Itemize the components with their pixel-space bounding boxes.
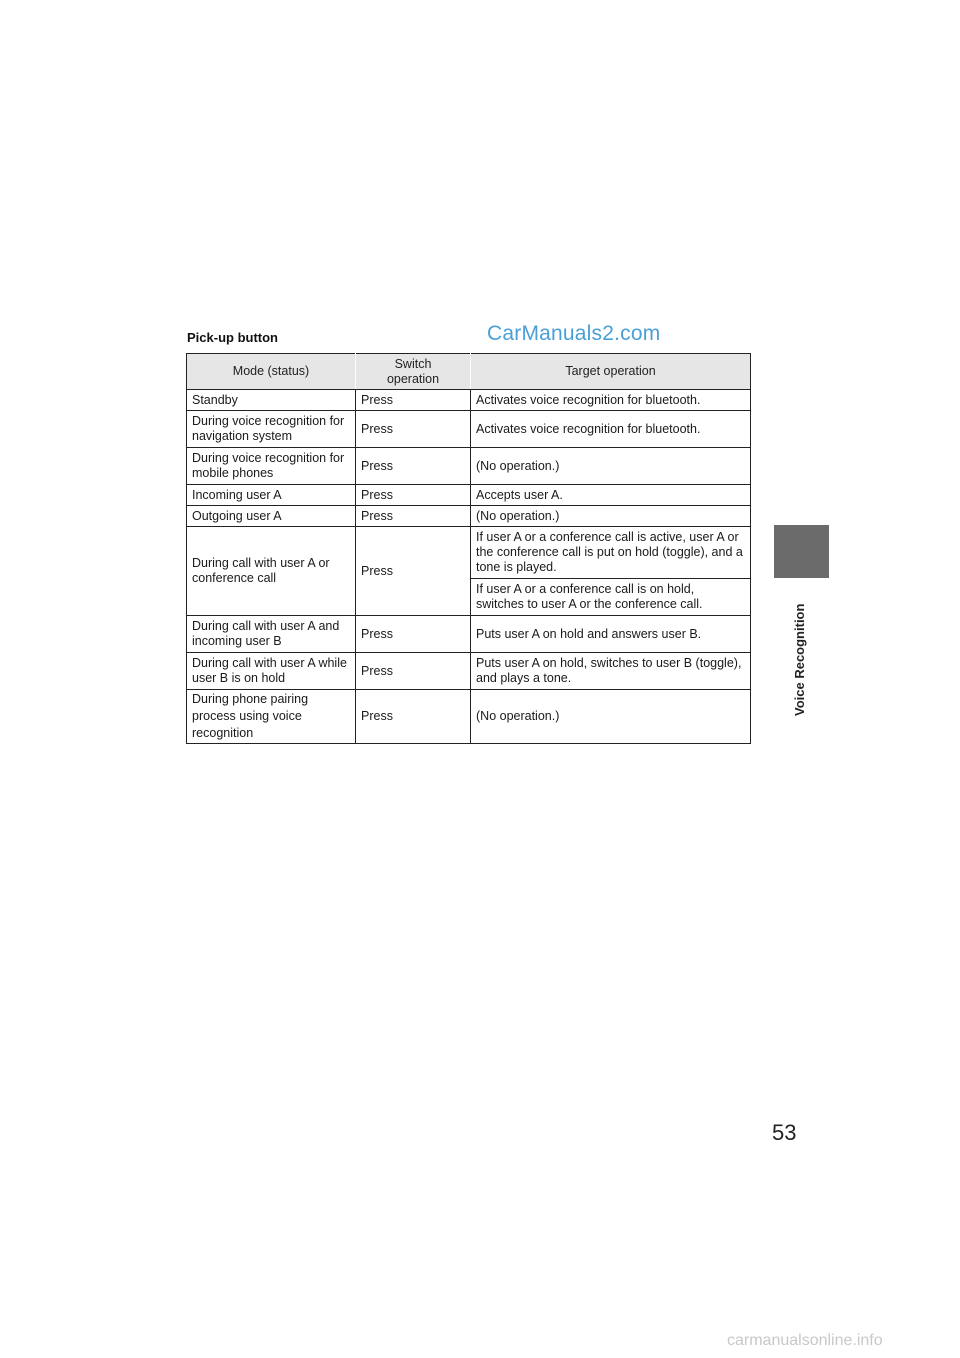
mode-cell: During call with user A while user B is on hold xyxy=(187,653,356,690)
chapter-side-label xyxy=(790,578,810,718)
header-switch-operation-text: Switch operation xyxy=(386,356,440,386)
table-row xyxy=(187,616,751,653)
switch-cell: Press xyxy=(356,448,471,485)
switch-cell: Press xyxy=(356,616,471,653)
mode-cell: During call with user A and incoming user B xyxy=(187,616,356,653)
target-cell: (No operation.) xyxy=(471,448,751,485)
chapter-side-label-text: Voice Recognition xyxy=(792,603,807,716)
table-row xyxy=(187,653,751,690)
switch-cell: Press xyxy=(356,653,471,690)
switch-cell: Press xyxy=(356,411,471,448)
watermark-logo: CarManuals2.com xyxy=(487,322,661,345)
table-row xyxy=(187,485,751,506)
target-cell: Accepts user A. xyxy=(471,485,751,506)
target-cell: If user A or a conference call is on hold, switches to user A or the conference call. xyxy=(471,579,751,616)
pickup-button-table xyxy=(186,353,751,744)
target-cell: Activates voice recognition for bluetooth. xyxy=(471,411,751,448)
table-row xyxy=(187,527,751,579)
chapter-thumb-tab xyxy=(774,525,829,578)
mode-cell: During call with user A or conference call xyxy=(187,527,356,616)
target-cell: (No operation.) xyxy=(471,506,751,527)
table-row xyxy=(187,506,751,527)
table-row xyxy=(187,411,751,448)
mode-cell: Incoming user A xyxy=(187,485,356,506)
mode-cell: During voice recognition for mobile phones xyxy=(187,448,356,485)
mode-cell: During voice recognition for navigation system xyxy=(187,411,356,448)
switch-cell: Press xyxy=(356,690,471,744)
header-target-operation: Target operation xyxy=(471,354,751,390)
mode-cell: Standby xyxy=(187,390,356,411)
target-cell: Activates voice recognition for bluetooth. xyxy=(471,390,751,411)
section-title: Pick-up button xyxy=(187,330,278,345)
table-header-row xyxy=(187,354,751,390)
watermark-footer: carmanualsonline.info xyxy=(727,1332,883,1349)
mode-cell: Outgoing user A xyxy=(187,506,356,527)
switch-cell: Press xyxy=(356,506,471,527)
target-cell: Puts user A on hold and answers user B. xyxy=(471,616,751,653)
mode-cell: During phone pairing process using voice recognition xyxy=(187,690,356,744)
target-cell: (No operation.) xyxy=(471,690,751,744)
target-cell: If user A or a conference call is active, user A or the conference call is put on hold (toggle), and a tone is played. xyxy=(471,527,751,579)
table-row xyxy=(187,690,751,744)
header-mode: Mode (status) xyxy=(187,354,356,390)
target-cell: Puts user A on hold, switches to user B (toggle), and plays a tone. xyxy=(471,653,751,690)
switch-cell: Press xyxy=(356,390,471,411)
switch-cell: Press xyxy=(356,485,471,506)
page-number: 53 xyxy=(772,1120,797,1145)
table-row xyxy=(187,448,751,485)
switch-cell: Press xyxy=(356,527,471,616)
table-row xyxy=(187,390,751,411)
header-switch-operation xyxy=(356,354,471,390)
